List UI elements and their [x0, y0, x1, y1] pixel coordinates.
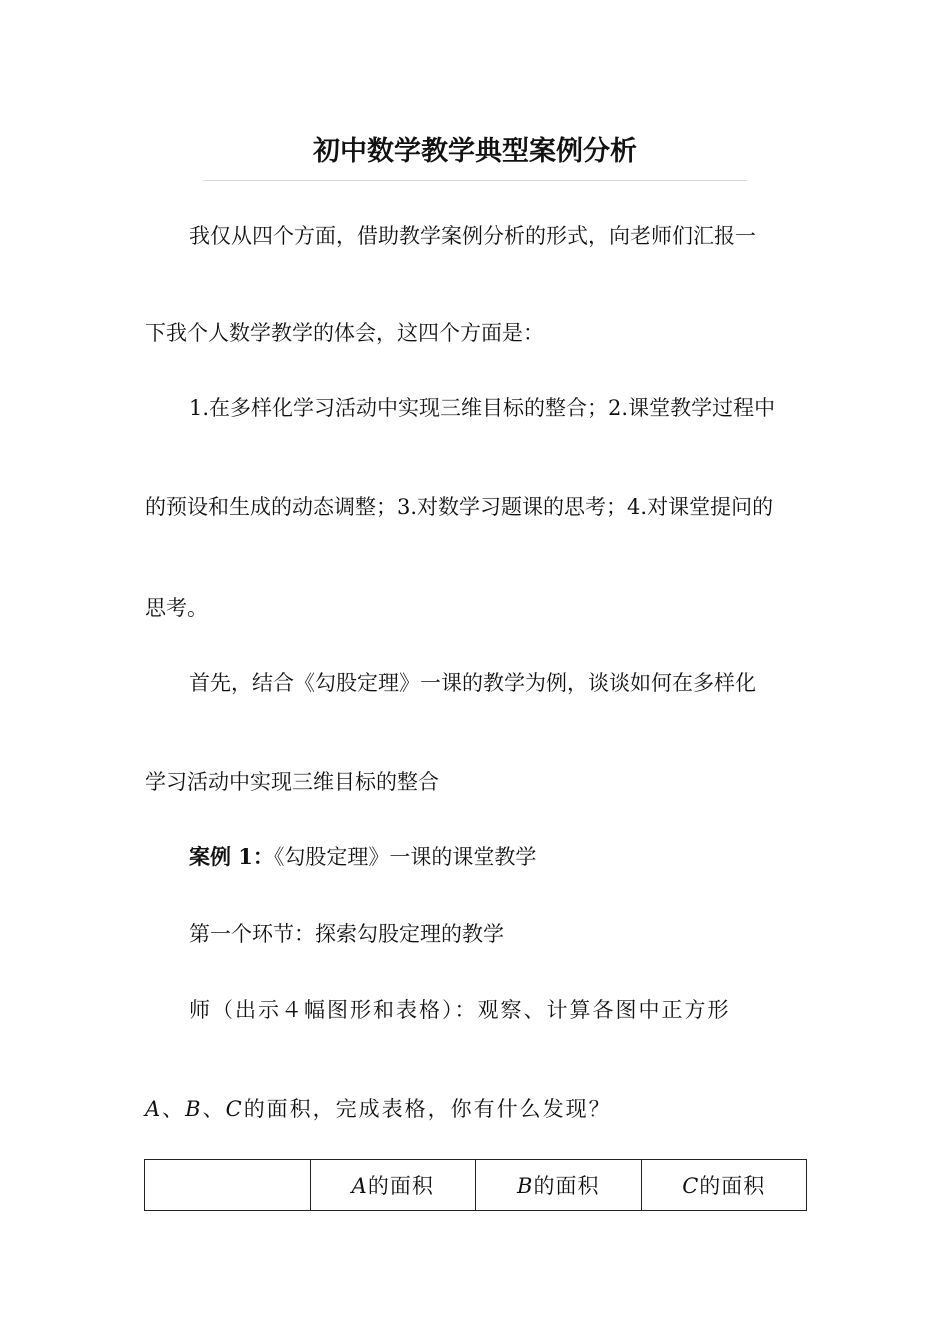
paragraph-line-3: 1.在多样化学习活动中实现三维目标的整合；2.课堂教学过程中 — [189, 396, 776, 420]
table-header-c-area — [641, 1160, 807, 1211]
table-cell-empty — [145, 1160, 311, 1211]
separator-1: 、 — [162, 1097, 186, 1121]
var-b: B — [185, 1097, 203, 1121]
document-title: 初中数学教学典型案例分析 — [313, 136, 637, 167]
paragraph-line-5: 思考。 — [145, 596, 208, 620]
table-header-var: B — [517, 1174, 534, 1198]
table-header-b-area — [476, 1160, 642, 1211]
area-table — [144, 1159, 807, 1211]
var-a: A — [145, 1097, 163, 1121]
paragraph-line-11 — [145, 1094, 612, 1124]
table-header-text: 的面积 — [699, 1174, 766, 1198]
question-text: 的面积，完成表格，你有什么发现？ — [243, 1097, 612, 1121]
paragraph-line-6: 首先，结合《勾股定理》一课的教学为例，谈谈如何在多样化 — [189, 671, 756, 695]
separator-2: 、 — [202, 1097, 226, 1121]
table-header-text: 的面积 — [367, 1174, 434, 1198]
paragraph-line-7: 学习活动中实现三维目标的整合 — [145, 770, 439, 794]
case-heading — [189, 842, 536, 872]
var-c: C — [225, 1097, 244, 1121]
paragraph-line-1: 我仅从四个方面，借助教学案例分析的形式，向老师们汇报一 — [189, 224, 756, 248]
table-header-text: 的面积 — [533, 1174, 600, 1198]
case-label: 案例 1： — [189, 844, 274, 869]
title-divider — [203, 180, 747, 181]
table-header-var: A — [351, 1174, 368, 1198]
paragraph-line-10: 师（出示４幅图形和表格）：观察、计算各图中正方形 — [189, 998, 731, 1022]
table-header-row — [145, 1160, 807, 1211]
paragraph-line-4: 的预设和生成的动态调整；3.对数学习题课的思考；4.对课堂提问的 — [145, 495, 774, 519]
table-header-a-area — [310, 1160, 476, 1211]
paragraph-line-2: 下我个人数学教学的体会，这四个方面是： — [145, 321, 544, 345]
table-header-var: C — [682, 1174, 700, 1198]
section-heading: 第一个环节：探索勾股定理的教学 — [189, 922, 504, 946]
case-title: 《勾股定理》一课的课堂教学 — [273, 845, 537, 869]
